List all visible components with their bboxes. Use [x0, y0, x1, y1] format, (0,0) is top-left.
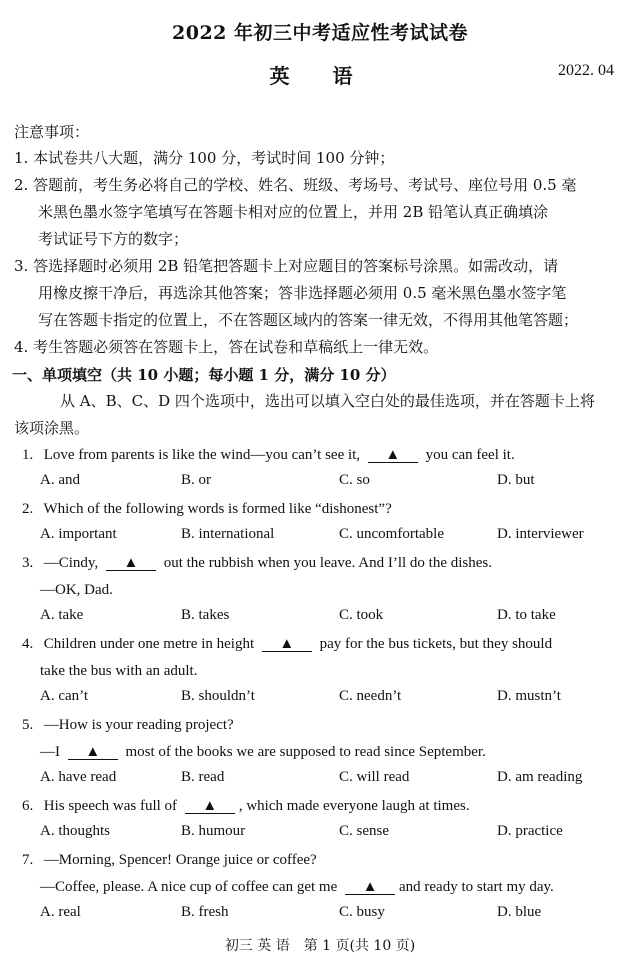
answer-blank: ▲: [68, 745, 118, 760]
option-c: C. uncomfortable: [339, 526, 444, 542]
note-line: 用橡皮擦干净后，再选涂其他答案；答非选择题必须用 0.5 毫米黑色墨水签字笔: [38, 284, 567, 302]
question-3: 3. —Cindy, ▲ out the rubbish when you leave. And I’ll do the dishes.: [22, 555, 492, 571]
options-row: [40, 769, 630, 789]
note-line: 米黑色墨水签字笔填写在答题卡相对应的位置上，并用 2B 铅笔认真正确填涂: [38, 203, 549, 221]
options-row: [40, 688, 630, 708]
option-b: B. fresh: [181, 904, 229, 920]
notes-heading: 注意事项：: [14, 123, 90, 141]
option-a: A. can’t: [40, 688, 89, 704]
note-line: 3. 答选择题时必须用 2B 铅笔把答题卡上对应题目的答案标号涂黑。如需改动，请: [14, 257, 559, 275]
question-continuation: —OK, Dad.: [40, 582, 113, 598]
note-line: 考试证号下方的数字；: [38, 230, 189, 248]
option-d: D. practice: [497, 823, 563, 839]
options-row: [40, 823, 630, 843]
option-d: D. interviewer: [497, 526, 584, 542]
exam-title: 2022 年初三中考适应性考试试卷: [172, 22, 468, 44]
option-a: A. thoughts: [40, 823, 111, 839]
option-b: B. read: [181, 769, 225, 785]
option-d: D. blue: [497, 904, 542, 920]
option-a: A. important: [40, 526, 117, 542]
question-7: 7. —Morning, Spencer! Orange juice or coffee?: [22, 852, 317, 868]
option-d: D. to take: [497, 607, 556, 623]
answer-blank: ▲: [368, 448, 418, 463]
note-line: 1. 本试卷共八大题，满分 100 分，考试时间 100 分钟；: [14, 149, 395, 167]
option-a: A. take: [40, 607, 84, 623]
option-b: B. shouldn’t: [181, 688, 255, 704]
option-a: A. real: [40, 904, 81, 920]
question-4: 4. Children under one metre in height ▲ pay for the bus tickets, but they should: [22, 636, 553, 652]
section-instruction: 从 A、B、C、D 四个选项中，选出可以填入空白处的最佳选项，并在答题卡上将: [60, 392, 595, 410]
question-continuation: take the bus with an adult.: [40, 663, 198, 679]
option-d: D. mustn’t: [497, 688, 561, 704]
note-line: 写在答题卡指定的位置上，不在答题区域内的答案一律无效，不得用其他笔答题；: [38, 311, 579, 329]
options-row: [40, 607, 630, 627]
question-5: 5. —How is your reading project?: [22, 717, 234, 733]
option-c: C. will read: [339, 769, 410, 785]
answer-blank: ▲: [262, 637, 312, 652]
question-1: 1. Love from parents is like the wind—you can’t see it, ▲ you can feel it.: [22, 447, 515, 463]
option-a: A. and: [40, 472, 80, 488]
exam-date: 2022. 04: [558, 62, 614, 79]
question-continuation: —Coffee, please. A nice cup of coffee can get me ▲ and ready to start my day.: [40, 879, 554, 895]
option-b: B. international: [181, 526, 275, 542]
exam-subject: 英 语: [269, 64, 371, 88]
option-d: D. am reading: [497, 769, 583, 785]
options-row: [40, 526, 630, 546]
answer-blank: ▲: [345, 880, 395, 895]
section-instruction: 该项涂黑。: [14, 419, 90, 437]
question-6: 6. His speech was full of ▲ , which made everyone laugh at times.: [22, 798, 470, 814]
answer-blank: ▲: [106, 556, 156, 571]
question-continuation: —I ▲ most of the books we are supposed to read since September.: [40, 744, 486, 760]
answer-blank: ▲: [185, 799, 235, 814]
question-2: 2. Which of the following words is formed like “dishonest”?: [22, 501, 392, 517]
option-d: D. but: [497, 472, 535, 488]
option-c: C. sense: [339, 823, 389, 839]
option-c: C. busy: [339, 904, 385, 920]
option-a: A. have read: [40, 769, 117, 785]
page-footer: 初三 英 语 第 1 页(共 10 页): [224, 938, 416, 954]
option-c: C. took: [339, 607, 384, 623]
option-b: B. or: [181, 472, 211, 488]
option-b: B. takes: [181, 607, 230, 623]
options-row: [40, 472, 630, 492]
option-c: C. needn’t: [339, 688, 402, 704]
option-b: B. humour: [181, 823, 246, 839]
options-row: [40, 904, 630, 924]
note-line: 2. 答题前，考生务必将自己的学校、姓名、班级、考场号、考试号、座位号用 0.5 毫: [14, 176, 577, 194]
note-line: 4. 考生答题必须答在答题卡上，答在试卷和草稿纸上一律无效。: [14, 338, 439, 356]
section-title: 一、单项填空（共 10 小题；每小题 1 分，满分 10 分）: [12, 366, 396, 384]
option-c: C. so: [339, 472, 370, 488]
